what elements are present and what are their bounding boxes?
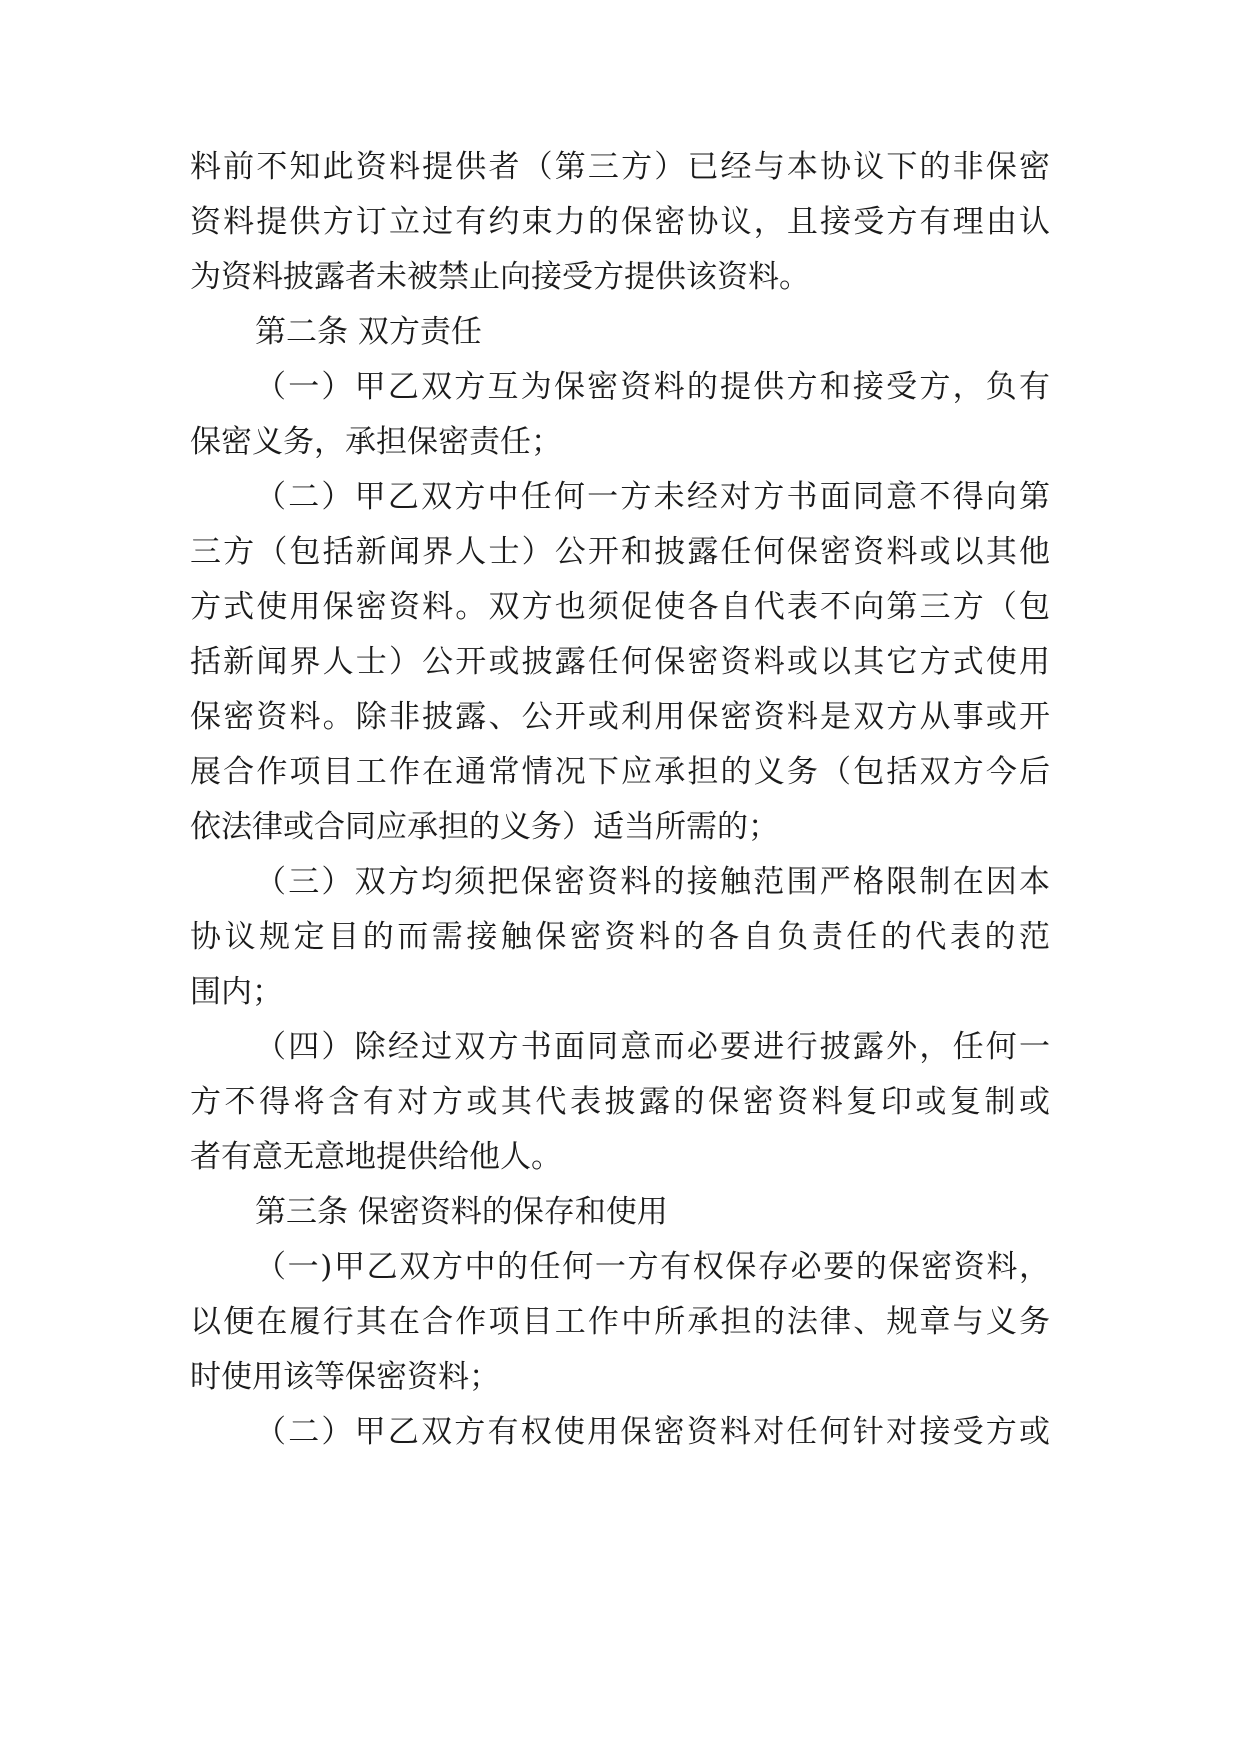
section-heading: 第三条 保密资料的保存和使用 — [255, 1194, 668, 1230]
text-line: 展合作项目工作在通常情况下应承担的义务（包括双方今后 — [190, 754, 1050, 790]
text-line: 依法律或合同应承担的义务）适当所需的； — [190, 809, 779, 845]
text-line: 三方（包括新闻界人士）公开和披露任何保密资料或以其他 — [190, 534, 1050, 570]
text-line: 围内； — [190, 974, 283, 1010]
text-line: 括新闻界人士）公开或披露任何保密资料或以其它方式使用 — [190, 644, 1050, 680]
text-line: 料前不知此资料提供者（第三方）已经与本协议下的非保密 — [190, 149, 1050, 185]
text-line: 者有意无意地提供给他人。 — [190, 1139, 562, 1175]
text-line: 以便在履行其在合作项目工作中所承担的法律、规章与义务 — [190, 1304, 1050, 1340]
text-line: 方式使用保密资料。双方也须促使各自代表不向第三方（包 — [190, 589, 1050, 625]
text-line: 为资料披露者未被禁止向接受方提供该资料。 — [190, 259, 810, 295]
text-line: 保密义务，承担保密责任； — [190, 424, 562, 460]
section-heading: 第二条 双方责任 — [255, 314, 482, 350]
text-line: （二）甲乙双方有权使用保密资料对任何针对接受方或 — [255, 1414, 1050, 1450]
text-line: （一）甲乙双方互为保密资料的提供方和接受方，负有 — [255, 369, 1050, 405]
text-line: 资料提供方订立过有约束力的保密协议，且接受方有理由认 — [190, 204, 1050, 240]
text-line: 协议规定目的而需接触保密资料的各自负责任的代表的范 — [190, 919, 1050, 955]
text-line: （三）双方均须把保密资料的接触范围严格限制在因本 — [255, 864, 1050, 900]
text-line: （四）除经过双方书面同意而必要进行披露外，任何一 — [255, 1029, 1050, 1065]
text-line: 时使用该等保密资料； — [190, 1359, 500, 1395]
text-line: 保密资料。除非披露、公开或利用保密资料是双方从事或开 — [190, 699, 1050, 735]
text-line: （二）甲乙双方中任何一方未经对方书面同意不得向第 — [255, 479, 1050, 515]
text-line: （一)甲乙双方中的任何一方有权保存必要的保密资料， — [255, 1249, 1050, 1285]
text-line: 方不得将含有对方或其代表披露的保密资料复印或复制或 — [190, 1084, 1050, 1120]
